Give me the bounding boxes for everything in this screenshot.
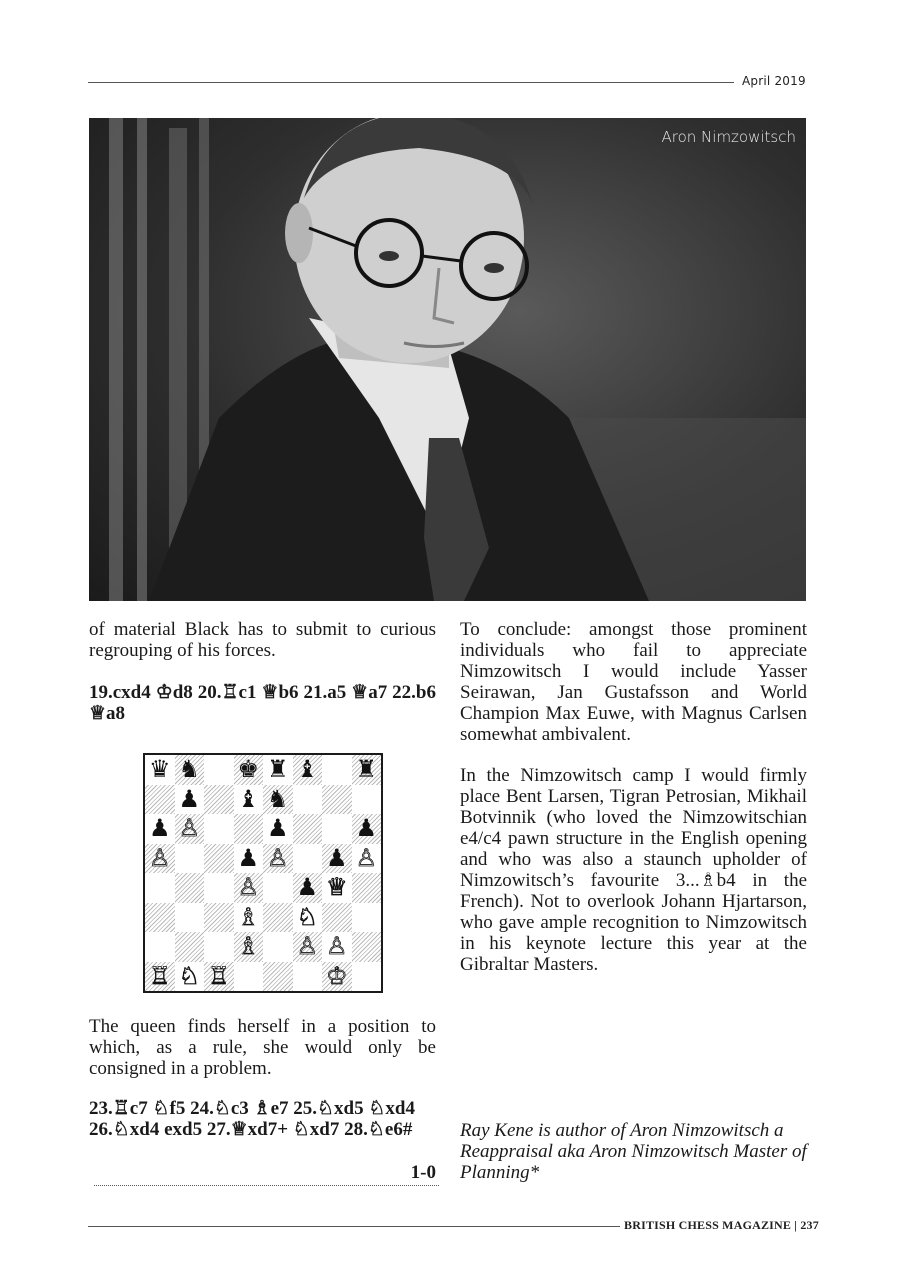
piece-b1: ♘ (178, 961, 200, 990)
left-paragraph-2 (89, 1016, 436, 1079)
square-g3 (322, 903, 352, 933)
moves-line-1 (89, 682, 436, 724)
piece-a1: ♖ (148, 961, 171, 990)
square-h3 (352, 903, 382, 933)
footer-rule (88, 1226, 620, 1227)
piece-b7: ♟ (178, 784, 200, 813)
square-d6 (234, 814, 264, 844)
piece-g4: ♕ (325, 873, 348, 901)
piece-g2: ♙ (325, 932, 348, 960)
square-h4 (352, 873, 382, 903)
square-d1 (234, 962, 264, 992)
piece-e7: ♞ (266, 784, 289, 813)
piece-g1: ♔ (325, 961, 348, 990)
left-paragraph-1-text: of material Black has to submit to curious regrouping of his forces. (89, 619, 436, 661)
piece-a5: ♙ (148, 843, 171, 872)
piece-e6: ♟ (266, 814, 289, 842)
square-e3 (263, 903, 293, 933)
moves-line-1-text: 19.cxd4 ♔d8 20.♖c1 ♕b6 21.a5 ♕a7 22.b6 ♕a8 (89, 682, 436, 724)
square-f5 (293, 844, 323, 874)
square-h7 (352, 785, 382, 815)
piece-d7: ♝ (237, 784, 259, 813)
photo-caption: Aron Nimzowitsch (661, 128, 796, 146)
square-c4 (204, 873, 234, 903)
square-a3 (145, 903, 175, 933)
right-paragraph-2-text: In the Nimzowitsch camp I would firmly place Bent Larsen, Tigran Petrosian, Mikhail Botvinnik (who loved the Nimzowitschian e4/c4 pawn structure in the English opening and who was also a staunch upholder of Nimzowitsch’s favourite 3...♗b4 in the French). Not to overlook Johann Hjartarson, who gave ample recognition to Nimzowitsch in his keynote lecture this year at the Gibraltar Masters. (460, 765, 807, 975)
square-b5 (175, 844, 205, 874)
square-e2 (263, 932, 293, 962)
game-result: 1-0 (410, 1162, 436, 1183)
left-paragraph-1 (89, 619, 436, 661)
right-paragraph-1-text: To conclude: amongst those prominent individuals who fail to appreciate Nimzowitsch I would include Yasser Seirawan, Jan Gustafsson and World Champion Max Euwe, with Magnus Carlsen somewhat ambivalent. (460, 619, 807, 745)
piece-a8: ♛ (148, 755, 171, 783)
piece-f2: ♙ (296, 932, 318, 960)
square-c5 (204, 844, 234, 874)
author-bio-text: Ray Kene is author of Aron Nimzowitsch a Reappraisal aka Aron Nimzowitsch Master of Planning* (460, 1120, 807, 1183)
piece-d4: ♙ (237, 873, 259, 901)
piece-g5: ♟ (325, 843, 348, 872)
square-c6 (204, 814, 234, 844)
portrait-photo (89, 118, 806, 601)
header-rule (88, 82, 734, 83)
chess-diagram (143, 753, 383, 993)
square-c7 (204, 785, 234, 815)
square-h1 (352, 962, 382, 992)
left-paragraph-2-text: The queen finds herself in a position to which, as a rule, she would only be consigned in a problem. (89, 1016, 436, 1079)
piece-h5: ♙ (355, 843, 377, 872)
square-h2 (352, 932, 382, 962)
portrait-illustration (89, 118, 806, 601)
author-bio (460, 1120, 807, 1183)
piece-b8: ♞ (178, 755, 200, 783)
square-a7 (145, 785, 175, 815)
piece-e8: ♜ (266, 755, 289, 783)
piece-c1: ♖ (207, 961, 230, 990)
square-b3 (175, 903, 205, 933)
square-g8 (322, 755, 352, 785)
piece-h8: ♜ (355, 755, 377, 783)
piece-d8: ♚ (237, 755, 259, 783)
footer-magazine-page: BRITISH CHESS MAGAZINE | 237 (624, 1218, 819, 1232)
piece-h6: ♟ (355, 814, 377, 842)
piece-e5: ♙ (266, 843, 289, 872)
right-paragraph-1 (460, 619, 807, 745)
square-g6 (322, 814, 352, 844)
square-f7 (293, 785, 323, 815)
square-f1 (293, 962, 323, 992)
dotted-rule (94, 1185, 439, 1186)
square-b2 (175, 932, 205, 962)
square-c3 (204, 903, 234, 933)
moves-line-2 (89, 1098, 436, 1140)
piece-f4: ♟ (296, 873, 318, 901)
piece-d5: ♟ (237, 843, 259, 872)
square-b4 (175, 873, 205, 903)
square-f6 (293, 814, 323, 844)
piece-b6: ♙ (178, 814, 200, 842)
square-e1 (263, 962, 293, 992)
moves-line-2-text: 23.♖c7 ♘f5 24.♘c3 ♗e7 25.♘xd5 ♘xd4 26.♘xd4 exd5 27.♕xd7+ ♘xd7 28.♘e6# (89, 1098, 415, 1140)
square-c2 (204, 932, 234, 962)
square-g7 (322, 785, 352, 815)
issue-date: April 2019 (742, 74, 806, 88)
right-paragraph-2 (460, 765, 807, 975)
square-a2 (145, 932, 175, 962)
piece-f8: ♝ (296, 755, 318, 783)
piece-f3: ♘ (296, 902, 318, 931)
square-c8 (204, 755, 234, 785)
square-e4 (263, 873, 293, 903)
square-a4 (145, 873, 175, 903)
piece-d2: ♗ (237, 932, 259, 960)
piece-a6: ♟ (148, 814, 171, 842)
piece-d3: ♗ (237, 902, 259, 931)
